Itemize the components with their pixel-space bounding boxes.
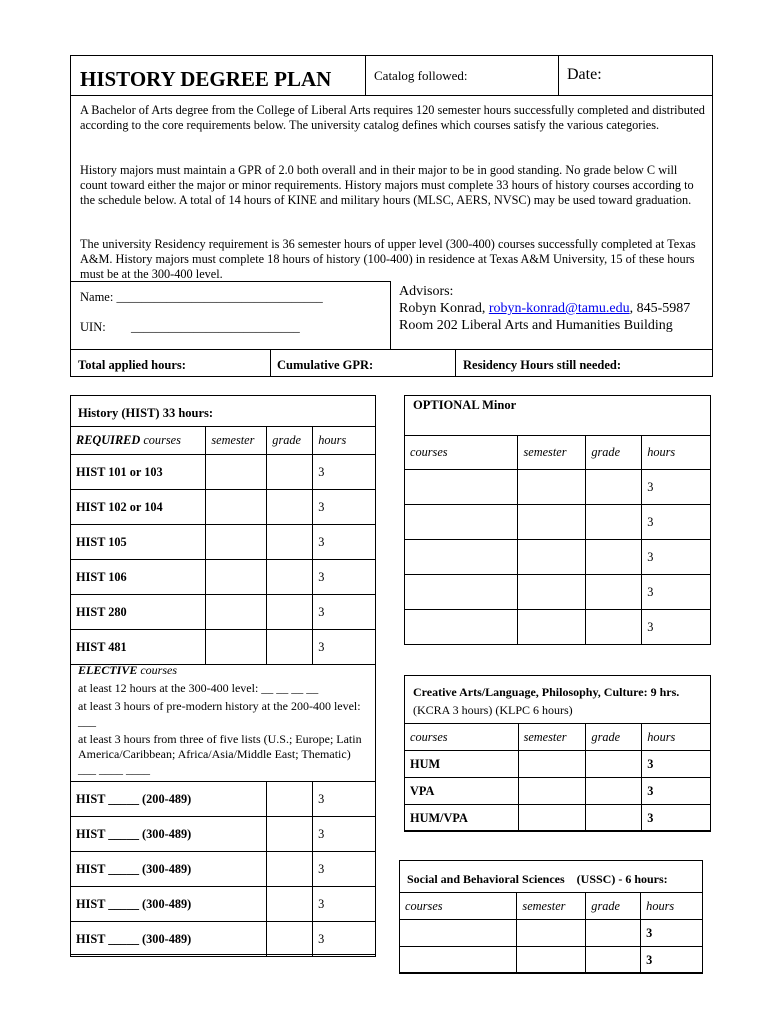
grade-cell[interactable] [586, 505, 642, 540]
residency-label: Residency Hours still needed: [463, 358, 621, 372]
elective-label: ELECTIVE [78, 663, 138, 677]
intro-paragraph-3: The university Residency requirement is 36 semester hours of upper level (300-400) courses successfully completed at Texas A&M. History majors must complete 18 hours of history (100-400) in residence at Texas A&M University, 15 of these hours must be at the 300-400 level. [80, 237, 696, 281]
creative-header-row [405, 724, 711, 751]
advisor-contact [399, 300, 709, 317]
table-row [405, 540, 711, 575]
advisor-room: Room 202 Liberal Arts and Humanities Building [399, 318, 673, 333]
hours-cell: 3 [313, 852, 376, 887]
minor-header-row [405, 436, 711, 470]
grade-header: grade [586, 724, 642, 751]
grade-cell[interactable] [586, 751, 642, 778]
table-row [71, 922, 376, 957]
name-section-top [70, 281, 390, 282]
semester-cell[interactable] [518, 540, 586, 575]
table-row [71, 525, 376, 560]
advisor-email-link[interactable]: robyn-konrad@tamu.edu [488, 301, 630, 316]
hours-header: hours [642, 436, 711, 470]
semester-cell[interactable] [206, 455, 267, 490]
minor-table [404, 435, 711, 645]
uin-field[interactable]: ___________________________ [131, 320, 300, 334]
hours-cell: 3 [313, 782, 376, 817]
table-row [400, 920, 703, 947]
course-cell[interactable] [405, 470, 518, 505]
semester-header: semester [206, 427, 267, 455]
hours-cell: 3 [641, 920, 703, 947]
semester-cell[interactable] [206, 525, 267, 560]
elective-note-2: at least 3 hours of pre-modern history at the 200-400 level: ___ [78, 699, 361, 728]
hours-cell: 3 [642, 751, 711, 778]
name-field[interactable]: Name: _________________________________ [80, 290, 323, 304]
course-cell[interactable] [400, 920, 517, 947]
courses-header: courses [405, 436, 518, 470]
hours-header: hours [642, 724, 711, 751]
header-sep-2 [558, 55, 559, 95]
history-title: History (HIST) 33 hours: [78, 406, 214, 420]
hours-cell: 3 [313, 560, 376, 595]
semester-header: semester [518, 436, 586, 470]
minor-title: OPTIONAL Minor [413, 398, 517, 412]
semester-header: semester [518, 724, 586, 751]
advisor-name: Robyn Konrad, [399, 301, 489, 316]
table-row [405, 610, 711, 645]
hours-cell: 3 [642, 540, 711, 575]
semester-cell[interactable] [206, 490, 267, 525]
course-cell: HIST 105 [71, 525, 206, 560]
grade-cell[interactable] [267, 887, 313, 922]
semester-cell[interactable] [518, 610, 586, 645]
table-row [405, 751, 711, 778]
table-row [405, 505, 711, 540]
intro-paragraph-1: A Bachelor of Arts degree from the College of Liberal Arts requires 120 semester hours successfully completed and distributed according to the core requirements below. The university catalog defines which courses satisfy the various categories. [80, 103, 705, 132]
advisor-phone: , 845-5987 [629, 301, 691, 316]
semester-cell[interactable] [517, 947, 586, 974]
courses-header: courses [400, 893, 517, 920]
hours-cell: 3 [313, 525, 376, 560]
semester-cell[interactable] [518, 505, 586, 540]
hours-cell: 3 [313, 455, 376, 490]
grade-cell[interactable] [586, 778, 642, 805]
course-cell: HIST _____ (300-489) [71, 852, 267, 887]
grade-cell[interactable] [586, 540, 642, 575]
grade-cell[interactable] [267, 595, 313, 630]
course-cell: HIST 280 [71, 595, 206, 630]
hours-cell: 3 [313, 595, 376, 630]
course-cell[interactable] [405, 505, 518, 540]
grade-cell[interactable] [586, 920, 641, 947]
required-courses-table [70, 426, 376, 665]
hours-cell: 3 [642, 778, 711, 805]
advisors-block [399, 283, 709, 334]
required-label: REQUIRED [76, 433, 141, 447]
grade-header: grade [586, 893, 641, 920]
table-row [71, 560, 376, 595]
summary-top [70, 349, 713, 350]
semester-header: semester [517, 893, 586, 920]
elective-courses-table [70, 781, 376, 957]
grade-cell[interactable] [586, 947, 641, 974]
course-cell[interactable] [400, 947, 517, 974]
semester-cell[interactable] [206, 630, 267, 665]
semester-cell[interactable] [518, 778, 586, 805]
catalog-label: Catalog followed: [374, 68, 468, 83]
creative-table [404, 723, 711, 832]
grade-cell[interactable] [267, 852, 313, 887]
table-row [405, 470, 711, 505]
creative-subtitle: (KCRA 3 hours) (KLPC 6 hours) [413, 703, 573, 717]
course-cell: HUM/VPA [405, 805, 519, 832]
required-courses-header [71, 427, 206, 455]
social-table [399, 892, 703, 974]
uin-label: UIN: [80, 320, 106, 334]
semester-cell[interactable] [518, 805, 586, 832]
course-cell: HIST 481 [71, 630, 206, 665]
elective-note-1: at least 12 hours at the 300-400 level: __ __ __ __ [78, 681, 319, 695]
summary-sep-1 [270, 349, 271, 377]
semester-cell[interactable] [206, 560, 267, 595]
hours-cell: 3 [313, 887, 376, 922]
advisors-label: Advisors: [399, 284, 454, 299]
grade-cell[interactable] [586, 575, 642, 610]
grade-cell[interactable] [267, 922, 313, 957]
semester-cell[interactable] [518, 751, 586, 778]
hours-header: hours [641, 893, 703, 920]
grade-cell[interactable] [267, 817, 313, 852]
elective-courses-word: courses [137, 663, 178, 677]
table-row [405, 805, 711, 832]
total-hours-label: Total applied hours: [78, 358, 186, 372]
courses-word: courses [140, 433, 181, 447]
table-row [71, 490, 376, 525]
grade-cell[interactable] [267, 560, 313, 595]
social-title: Social and Behavioral Sciences (USSC) - 6 hours: [407, 872, 668, 886]
table-row [405, 778, 711, 805]
hours-cell: 3 [642, 575, 711, 610]
grade-cell[interactable] [586, 805, 642, 832]
hours-cell: 3 [313, 817, 376, 852]
hours-cell: 3 [313, 490, 376, 525]
hours-cell: 3 [641, 947, 703, 974]
header-sep-1 [365, 55, 366, 95]
hours-header: hours [313, 427, 376, 455]
courses-header: courses [405, 724, 519, 751]
grade-cell[interactable] [267, 455, 313, 490]
course-cell: HIST 102 or 104 [71, 490, 206, 525]
date-label: Date: [567, 66, 602, 83]
course-cell[interactable] [405, 540, 518, 575]
page-title: HISTORY DEGREE PLAN [80, 67, 332, 91]
grade-header: grade [267, 427, 313, 455]
required-header-row [71, 427, 376, 455]
table-row [405, 575, 711, 610]
course-cell: HIST _____ (300-489) [71, 817, 267, 852]
table-row [71, 455, 376, 490]
semester-cell[interactable] [518, 575, 586, 610]
hours-cell: 3 [642, 610, 711, 645]
summary-sep-2 [455, 349, 456, 377]
table-row [400, 947, 703, 974]
social-header-row [400, 893, 703, 920]
course-cell: HUM [405, 751, 519, 778]
semester-cell[interactable] [206, 595, 267, 630]
table-row [71, 595, 376, 630]
elective-note-3: at least 3 hours from three of five lists (U.S.; Europe; Latin America/Caribbean; Africa/Asia/Middle East; Thematic) ___ ____ ____ [78, 732, 362, 776]
grade-header: grade [586, 436, 642, 470]
grade-cell[interactable] [267, 490, 313, 525]
hours-cell: 3 [642, 805, 711, 832]
advisor-sep [390, 281, 391, 349]
elective-heading [78, 663, 370, 678]
table-row [71, 782, 376, 817]
course-cell[interactable] [405, 575, 518, 610]
grade-cell[interactable] [267, 630, 313, 665]
course-cell: HIST _____ (200-489) [71, 782, 267, 817]
creative-title: Creative Arts/Language, Philosophy, Culture: 9 hrs. [413, 685, 680, 699]
course-cell: HIST _____ (300-489) [71, 922, 267, 957]
table-row [71, 852, 376, 887]
grade-cell[interactable] [586, 470, 642, 505]
table-row [71, 887, 376, 922]
course-cell: VPA [405, 778, 519, 805]
grade-cell[interactable] [267, 782, 313, 817]
semester-cell[interactable] [518, 470, 586, 505]
course-cell[interactable] [405, 610, 518, 645]
hours-cell: 3 [313, 630, 376, 665]
elective-notes [78, 663, 370, 777]
hours-cell: 3 [642, 505, 711, 540]
table-row [71, 817, 376, 852]
header-divider [70, 95, 713, 96]
grade-cell[interactable] [586, 610, 642, 645]
course-cell: HIST 101 or 103 [71, 455, 206, 490]
table-row [71, 630, 376, 665]
cumulative-gpr-label: Cumulative GPR: [277, 358, 374, 372]
semester-cell[interactable] [517, 920, 586, 947]
hours-cell: 3 [313, 922, 376, 957]
grade-cell[interactable] [267, 525, 313, 560]
hours-cell: 3 [642, 470, 711, 505]
course-cell: HIST _____ (300-489) [71, 887, 267, 922]
course-cell: HIST 106 [71, 560, 206, 595]
intro-paragraph-2: History majors must maintain a GPR of 2.0 both overall and in their major to be in good standing. No grade below C will count toward either the major or minor requirements. History majors must complete 33 hours of history courses according to the schedule below. A total of 14 hours of KINE and military hours (MLSC, AERS, NVSC) may be used toward graduation. [80, 163, 694, 207]
